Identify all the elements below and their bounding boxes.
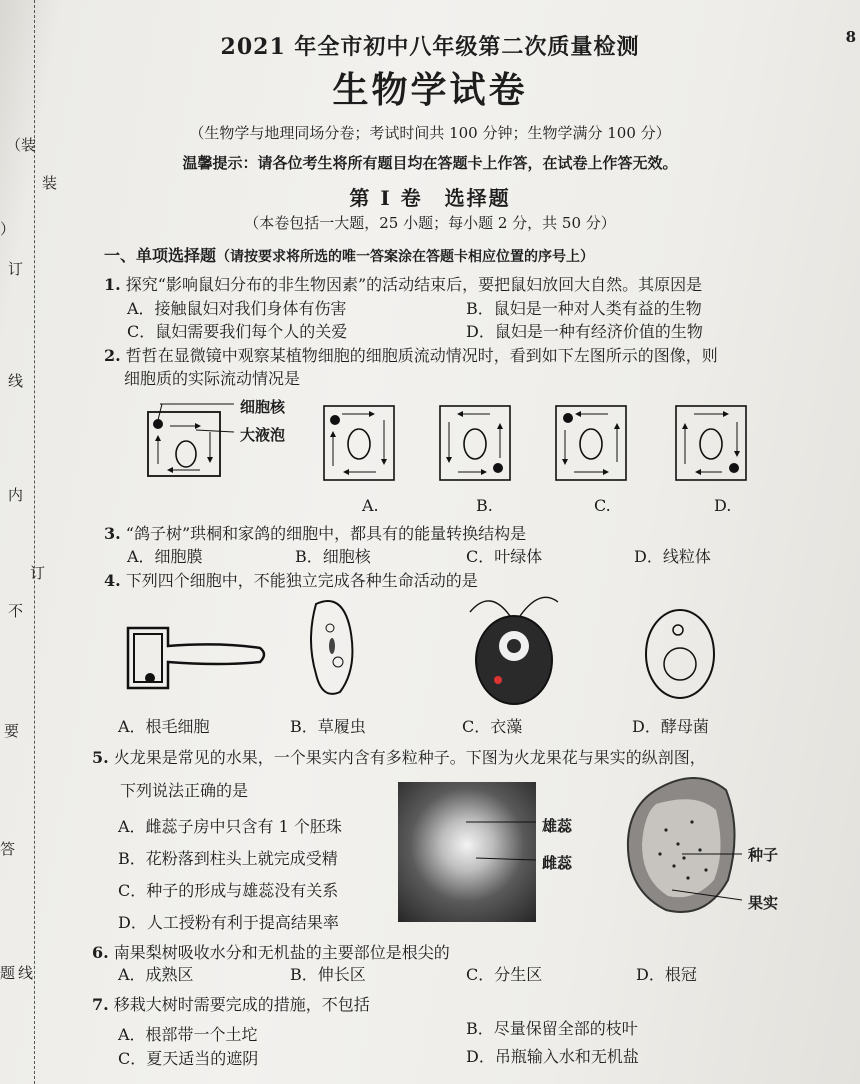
part-note: （请按要求将所选的唯一答案涂在答题卡相应位置的序号上）: [216, 249, 595, 265]
option: A．接触鼠妇对我们身体有伤害: [127, 299, 347, 318]
reference-cell-diagram: [148, 404, 234, 476]
cytoplasm-flow-figure: [140, 400, 760, 490]
paramecium-drawing: [311, 601, 352, 694]
question-stem-continued: 细胞质的实际流动情况是: [124, 369, 301, 388]
figure-label-seed: 种子: [748, 846, 779, 864]
section-title: 第 I 卷 选择题: [349, 186, 511, 210]
question-3: [104, 521, 526, 544]
option: D．酵母菌: [632, 717, 709, 736]
option: B．花粉落到柱头上就完成受精: [118, 849, 338, 868]
option: B．伸长区: [290, 965, 366, 984]
option: D．鼠妇是一种有经济价值的生物: [466, 322, 703, 341]
margin-label: 线: [18, 964, 34, 982]
question-stem: 南果梨树吸收水分和无机盐的主要部位是根尖的: [113, 943, 450, 962]
question-stem: “鸽子树”珙桐和家鸽的细胞中，都具有的能量转换结构是: [125, 524, 527, 543]
margin-label: （装: [6, 136, 37, 154]
chlamydomonas-drawing: [470, 597, 558, 704]
option: A．雌蕊子房中只含有 1 个胚珠: [118, 817, 342, 836]
question-5: [92, 745, 706, 768]
question-6: [92, 940, 450, 963]
option-c-cell-diagram: [556, 406, 626, 480]
root-hair-cell-drawing: [128, 628, 264, 688]
margin-label: 要: [4, 722, 20, 740]
option: A.: [362, 496, 379, 515]
figure-label-fruit: 果实: [748, 894, 779, 912]
margin-label: 内: [8, 486, 24, 504]
option: B.: [476, 496, 493, 515]
option-d-cell-diagram: [676, 406, 746, 480]
option: D．根冠: [636, 965, 697, 984]
section-note: （本卷包括一大题，25 小题；每小题 2 分，共 50 分）: [244, 214, 616, 232]
question-stem: 移栽大树时需要完成的措施，不包括: [113, 995, 370, 1014]
exam-title: 2021 年全市初中八年级第二次质量检测: [220, 34, 640, 60]
option: C．鼠妇需要我们每个人的关爱: [127, 322, 348, 341]
question-stem: 下列四个细胞中，不能独立完成各种生命活动的是: [125, 571, 478, 590]
margin-label: 线: [8, 372, 24, 390]
question-number: 2.: [104, 346, 121, 365]
part-title: 一、单项选择题: [104, 246, 217, 265]
margin-label: 订: [8, 260, 24, 278]
question-2: [104, 343, 718, 366]
option: B．鼠妇是一种对人类有益的生物: [466, 299, 702, 318]
figure-label-stamen: 雄蕊: [542, 817, 573, 835]
flower-label-lines: [436, 808, 636, 868]
option: C．种子的形成与雄蕊没有关系: [118, 881, 339, 900]
question-stem: 探究“影响鼠妇分布的非生物因素”的活动结束后，要把鼠妇放回大自然。其原因是: [125, 275, 703, 294]
margin-label: 不: [8, 602, 24, 620]
margin-label: 订: [30, 564, 46, 582]
page-number: 8: [845, 28, 856, 46]
question-number: 1.: [104, 275, 121, 294]
option-b-cell-diagram: [440, 406, 510, 480]
question-1: [104, 272, 702, 295]
figure-label-vacuole: 大液泡: [240, 426, 286, 444]
option: D．人工授粉有利于提高结果率: [118, 913, 339, 932]
dragon-fruit-section-drawing: [616, 770, 756, 930]
figure-label-nucleus: 细胞核: [240, 398, 286, 416]
question-7: [92, 992, 370, 1015]
yeast-drawing: [646, 610, 714, 698]
question-stem: 哲哲在显微镜中观察某植物细胞的细胞质流动情况时，看到如下左图所示的图像，则: [125, 346, 718, 365]
option: C．衣藻: [462, 717, 523, 736]
part-heading: [104, 243, 594, 266]
option: A．根部带一个土坨: [118, 1025, 258, 1044]
margin-label: 题: [0, 964, 16, 982]
question-number: 5.: [92, 748, 109, 767]
question-stem-continued: 下列说法正确的是: [120, 781, 249, 800]
option: B．草履虫: [290, 717, 366, 736]
option: C．分生区: [466, 965, 543, 984]
exam-subtitle: （生物学与地理同场分卷；考试时间共 100 分钟；生物学满分 100 分）: [189, 124, 671, 142]
option: A．细胞膜: [127, 547, 203, 566]
option: C．叶绿体: [466, 547, 543, 566]
margin-label: 答: [0, 840, 16, 858]
exam-notice: 温馨提示：请各位考生将所有题目均在答题卡上作答，在试卷上作答无效。: [182, 154, 678, 172]
question-number: 7.: [92, 995, 109, 1014]
margin-label: 装: [42, 174, 58, 192]
option: A．根毛细胞: [118, 717, 210, 736]
exam-subject-title: 生物学试卷: [332, 69, 528, 111]
option-a-cell-diagram: [324, 406, 394, 480]
option: C.: [594, 496, 611, 515]
option: B．细胞核: [295, 547, 371, 566]
option: C．夏天适当的遮阴: [118, 1049, 259, 1068]
four-cells-figure: [110, 588, 730, 712]
question-number: 6.: [92, 943, 109, 962]
option: D．吊瓶输入水和无机盐: [466, 1047, 639, 1066]
option: A．成熟区: [118, 965, 194, 984]
option: B．尽量保留全部的枝叶: [466, 1019, 638, 1038]
figure-label-pistil: 雌蕊: [542, 854, 573, 872]
option: D．线粒体: [634, 547, 711, 566]
question-stem: 火龙果是常见的水果，一个果实内含有多粒种子。下图为火龙果花与果实的纵剖图，: [113, 748, 706, 767]
option: D.: [714, 496, 732, 515]
question-number: 4.: [104, 571, 121, 590]
margin-label: ）: [0, 220, 16, 238]
question-number: 3.: [104, 524, 121, 543]
